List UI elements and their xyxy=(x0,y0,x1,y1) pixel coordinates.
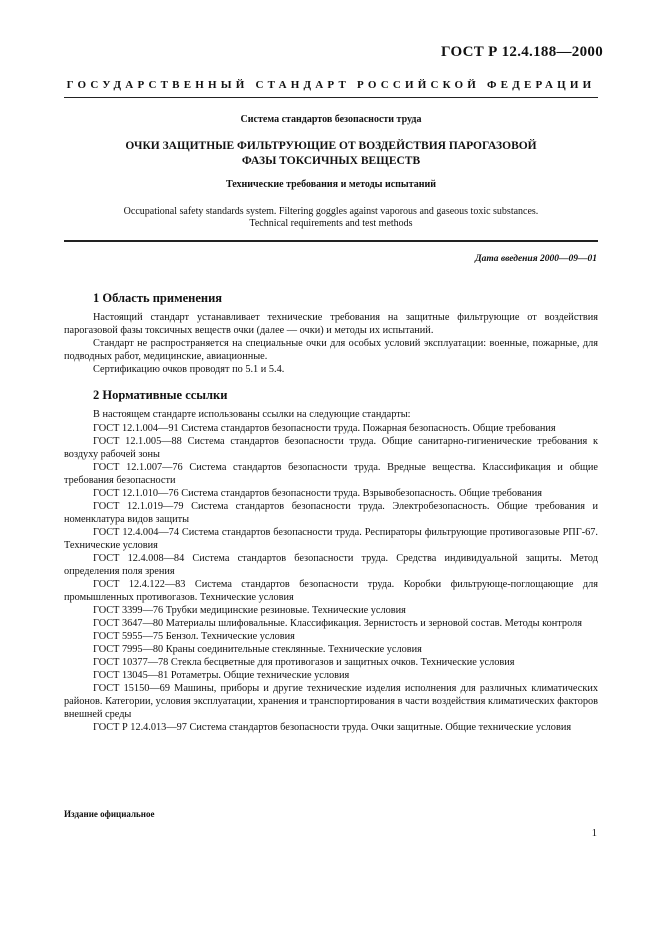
document-title xyxy=(64,139,598,169)
section-1-paragraph: Стандарт не распространяется на специальные очки для особых условий эксплуатации: военные, пожарные, для подводных работ, медицинские, авиационные. xyxy=(64,338,598,362)
title-line-2: ФАЗЫ ТОКСИЧНЫХ ВЕЩЕСТВ xyxy=(241,155,421,167)
reference-item: ГОСТ 12.1.010—76 Система стандартов безопасности труда. Взрывобезопасность. Общие требования xyxy=(93,488,543,499)
section-1-heading: 1 Область применения xyxy=(93,291,223,305)
system-name: Система стандартов безопасности труда xyxy=(240,114,422,125)
reference-item: ГОСТ Р 12.4.013—97 Система стандартов безопасности труда. Очки защитные. Общие технические условия xyxy=(93,722,572,733)
english-title-line-1: Occupational safety standards system. Filtering goggles against vaporous and gaseous toxic substances. xyxy=(123,206,539,217)
official-edition-label: Издание официальное xyxy=(64,809,155,819)
english-title-line-2: Technical requirements and test methods xyxy=(249,218,413,229)
section-1-paragraph: Настоящий стандарт устанавливает технические требования на защитные фильтрующие от воздействия парогазовой фазы токсичных веществ очки (далее — очки) и методы их испытаний. xyxy=(64,312,598,336)
section-1-body xyxy=(64,311,598,376)
reference-item: ГОСТ 12.1.004—91 Система стандартов безопасности труда. Пожарная безопасность. Общие требования xyxy=(93,423,556,434)
section-2-intro-text: В настоящем стандарте использованы ссылки на следующие стандарты: xyxy=(93,409,411,420)
introduction-date: Дата введения 2000—09—01 xyxy=(475,254,597,264)
reference-item: ГОСТ 12.4.008—84 Система стандартов безопасности труда. Средства индивидуальной защиты. Метод определения поля зрения xyxy=(64,553,598,577)
standard-code: ГОСТ Р 12.4.188—2000 xyxy=(440,44,603,60)
english-title xyxy=(64,206,598,230)
section-2-intro xyxy=(64,408,598,421)
reference-item: ГОСТ 15150—69 Машины, приборы и другие технические изделия исполнения для различных климатических районов. Категории, условия эксплуатации, хранения и транспортирования в части воздействия климатических факторов внешней среды xyxy=(64,683,598,720)
reference-item: ГОСТ 3399—76 Трубки медицинские резиновые. Технические условия xyxy=(93,605,406,616)
state-standard-banner: ГОСУДАРСТВЕННЫЙ СТАНДАРТ РОССИЙСКОЙ ФЕДЕРАЦИИ xyxy=(66,79,596,91)
top-divider xyxy=(64,97,598,98)
reference-item: ГОСТ 10377—78 Стекла бесцветные для противогазов и защитных очков. Технические условия xyxy=(93,657,515,668)
reference-item: ГОСТ 12.1.005—88 Система стандартов безопасности труда. Общие санитарно-гигиенические требования к воздуху рабочей зоны xyxy=(64,436,598,460)
reference-item: ГОСТ 5955—75 Бензол. Технические условия xyxy=(93,631,295,642)
title-divider xyxy=(64,240,598,242)
reference-item: ГОСТ 12.4.004—74 Система стандартов безопасности труда. Респираторы фильтрующие противогазовые РПГ-67. Технические условия xyxy=(64,527,598,551)
section-2-heading: 2 Нормативные ссылки xyxy=(93,388,228,402)
reference-item: ГОСТ 13045—81 Ротаметры. Общие технические условия xyxy=(93,670,350,681)
section-1-paragraph: Сертификацию очков проводят по 5.1 и 5.4. xyxy=(93,364,285,375)
document-subtitle: Технические требования и методы испытаний xyxy=(225,179,437,190)
normative-references-list xyxy=(64,422,598,734)
reference-item: ГОСТ 12.1.007—76 Система стандартов безопасности труда. Вредные вещества. Классификация и общие требования безопасности xyxy=(64,462,598,486)
reference-item: ГОСТ 7995—80 Краны соединительные стеклянные. Технические условия xyxy=(93,644,422,655)
title-line-1: ОЧКИ ЗАЩИТНЫЕ ФИЛЬТРУЮЩИЕ ОТ ВОЗДЕЙСТВИЯ ПАРОГАЗОВОЙ xyxy=(125,140,537,152)
reference-item: ГОСТ 12.4.122—83 Система стандартов безопасности труда. Коробки фильтрующе-поглощающие для промышленных противогазов. Технические условия xyxy=(64,579,598,603)
page-number: 1 xyxy=(591,828,597,839)
reference-item: ГОСТ 3647—80 Материалы шлифовальные. Классификация. Зернистость и зерновой состав. Методы контроля xyxy=(93,618,582,629)
reference-item: ГОСТ 12.1.019—79 Система стандартов безопасности труда. Электробезопасность. Общие требования и номенклатура видов защиты xyxy=(64,501,598,525)
